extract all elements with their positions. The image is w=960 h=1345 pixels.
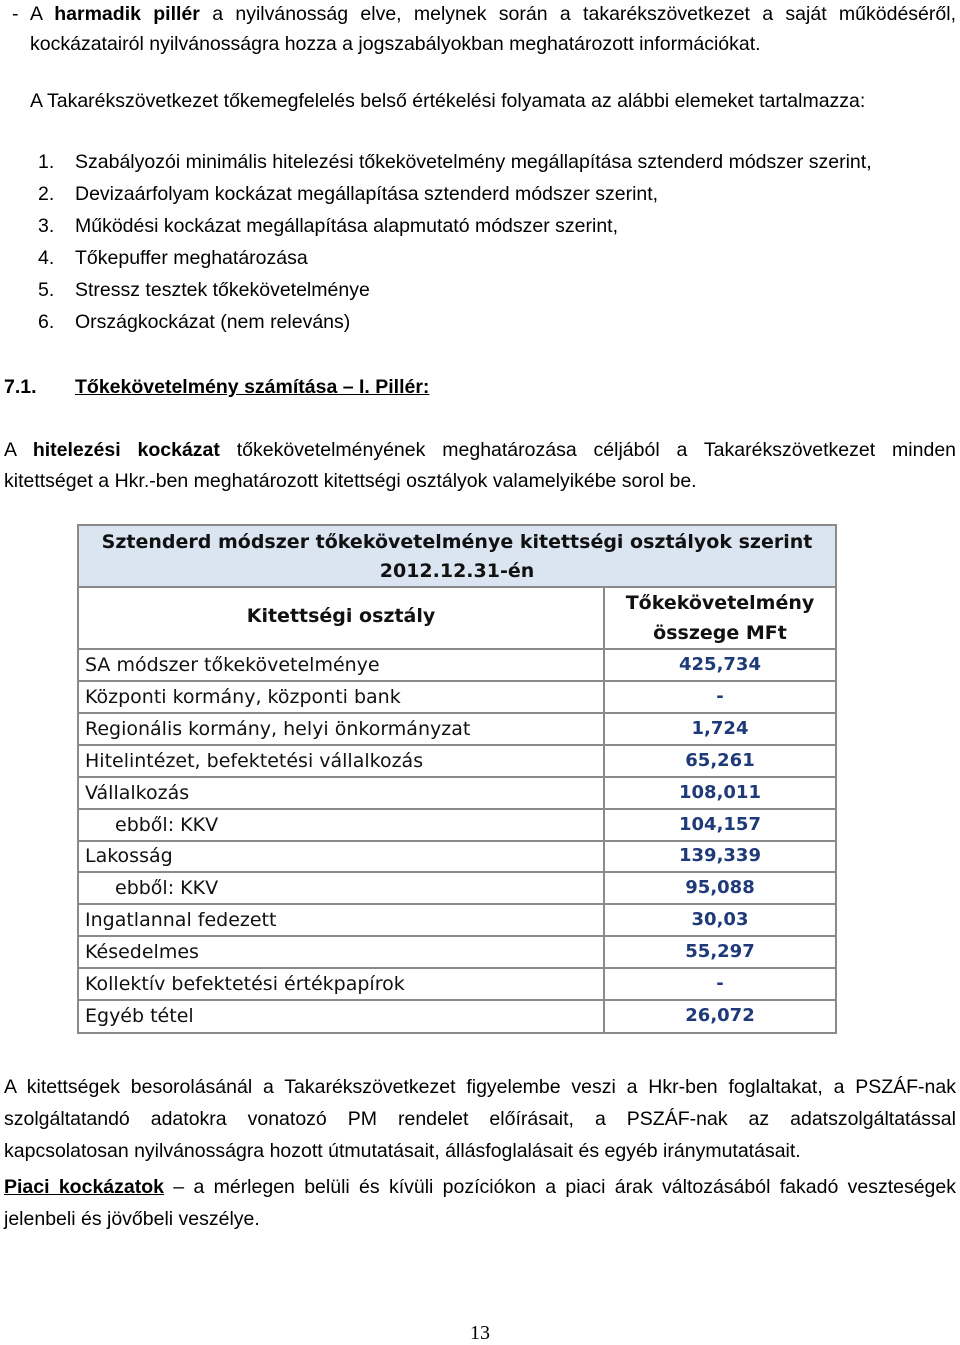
row-label: Vállalkozás [79, 778, 605, 808]
section-title: Tőkekövetelmény számítása – I. Pillér: [75, 376, 430, 398]
list-item [38, 150, 872, 174]
row-value: 30,03 [691, 909, 749, 931]
row-value: 139,339 [679, 845, 761, 867]
row-label: Központi kormány, központi bank [79, 682, 605, 712]
row-label: SA módszer tőkekövetelménye [79, 650, 605, 680]
row-value: 104,157 [679, 813, 761, 835]
table-title-line2: 2012.12.31-én [379, 560, 535, 582]
table-row [79, 810, 835, 842]
table-title [79, 526, 835, 588]
list-number: 5. [38, 279, 55, 301]
table-row [79, 937, 835, 969]
list-item [38, 278, 370, 302]
table-row [79, 714, 835, 746]
row-label: Hitelintézet, befektetési vállalkozás [79, 746, 605, 776]
list-text: Működési kockázat megállapítása alapmutató módszer szerint, [75, 215, 619, 237]
market-line1 [4, 1175, 956, 1199]
list-text: Tőkepuffer meghatározása [75, 247, 308, 269]
table-title-line1: Sztenderd módszer tőkekövetelménye kitettségi osztályok szerint [101, 531, 813, 553]
col2-header-line2: összege MFt [653, 622, 787, 644]
list-item [38, 182, 658, 206]
list-item [38, 310, 350, 334]
list-text: Devizaárfolyam kockázat megállapítása sztenderd módszer szerint, [75, 183, 659, 205]
row-label: Egyéb tétel [79, 1001, 605, 1033]
list-number: 3. [38, 215, 55, 237]
exposure-line2: szolgáltatandó adatokra vonatozó PM rendelet előírásait, a PSZÁF-nak az adatszolgáltatással [4, 1108, 956, 1130]
list-item [38, 246, 308, 270]
col2-header-line1: Tőkekövetelmény [625, 592, 815, 614]
row-label: ebből: KKV [79, 873, 605, 903]
table-row [79, 1001, 835, 1033]
list-text: Szabályozói minimális hitelezési tőkekövetelmény megállapítása sztenderd módszer szerint, [75, 151, 872, 173]
table-row [79, 778, 835, 810]
list-number: 6. [38, 311, 55, 333]
list-text: Országkockázat (nem releváns) [75, 311, 351, 333]
row-value: 55,297 [685, 941, 755, 963]
intro-text: A Takarékszövetkezet tőkemegfelelés belső értékelési folyamata az alábbi elemeket tartalmazza: [30, 90, 866, 112]
row-label: Ingatlannal fedezett [79, 905, 605, 935]
credit-pre: A [4, 439, 16, 461]
table-row [79, 682, 835, 714]
market-bold: Piaci kockázatok [4, 1176, 164, 1198]
row-label: Késedelmes [79, 937, 605, 967]
credit-para-line1 [4, 438, 956, 462]
table-header-row [79, 586, 835, 650]
row-value: 425,734 [679, 654, 761, 675]
row-value: 95,088 [685, 877, 755, 899]
table-row [79, 905, 835, 937]
exposure-line3: kapcsolatosan nyilvánosságra hozott útmutatásait, állásfoglalásait és egyéb iránymutatásait. [4, 1140, 801, 1162]
pillar3-line1 [30, 2, 956, 26]
row-label: Regionális kormány, helyi önkormányzat [79, 714, 605, 744]
row-value: - [716, 685, 724, 707]
table-row [79, 873, 835, 905]
list-number: 1. [38, 151, 55, 173]
page-number: 13 [470, 1322, 490, 1344]
credit-rest: tőkekövetelményének meghatározása céljából a Takarékszövetkezet minden [236, 439, 957, 461]
row-value: 26,072 [685, 1004, 755, 1026]
pillar3-prefix: A [30, 3, 42, 25]
market-rest: – a mérlegen belüli és kívüli pozíciókon a piaci árak változásából fakadó veszteségek [173, 1176, 956, 1198]
market-line2: jelenbeli és jövőbeli veszélye. [4, 1208, 260, 1230]
pillar3-line2: kockázatairól nyilvánosságra hozza a jogszabályokban meghatározott információkat. [30, 33, 761, 55]
table-row [79, 746, 835, 778]
pillar3-rest: a nyilvánosság elve, melynek során a takarékszövetkezet a saját működéséről, [212, 3, 956, 25]
table-row [79, 841, 835, 873]
list-item [38, 214, 618, 238]
section-heading [4, 375, 429, 399]
pillar3-bold: harmadik pillér [54, 3, 200, 25]
exposure-table [77, 524, 837, 1034]
row-value: 1,724 [691, 717, 749, 739]
table-row [79, 650, 835, 682]
row-label: Kollektív befektetési értékpapírok [79, 969, 605, 999]
section-number: 7.1. [4, 376, 37, 398]
list-text: Stressz tesztek tőkekövetelménye [75, 279, 370, 301]
credit-para-line2: kitettséget a Hkr.-ben meghatározott kitettségi osztályok valamelyikébe sorol be. [4, 470, 697, 492]
pillar3-dash: - [12, 3, 19, 25]
list-number: 4. [38, 247, 55, 269]
row-value: - [716, 973, 724, 994]
row-value: 108,011 [679, 781, 761, 803]
col1-header: Kitettségi osztály [79, 586, 605, 648]
row-label: Lakosság [79, 841, 605, 871]
credit-bold: hitelezési kockázat [32, 439, 220, 461]
row-label: ebből: KKV [79, 810, 605, 840]
exposure-line1: A kitettségek besorolásánál a Takarékszövetkezet figyelembe veszi a Hkr-ben foglaltakat, a PSZÁF-nak [4, 1076, 956, 1098]
row-value: 65,261 [685, 749, 755, 771]
table-row [79, 969, 835, 1001]
col2-header [605, 586, 835, 650]
list-number: 2. [38, 183, 55, 205]
